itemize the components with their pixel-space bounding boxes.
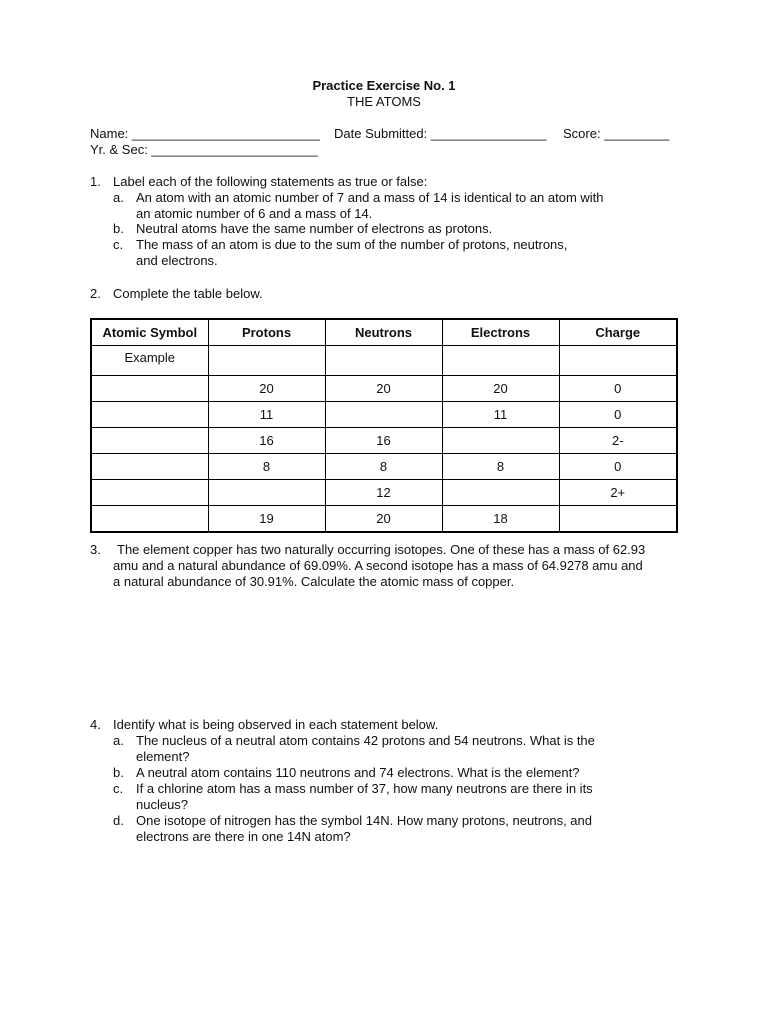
table-cell[interactable]	[442, 480, 559, 506]
table-cell[interactable]	[91, 480, 208, 506]
table-row	[91, 346, 677, 376]
table-cell: 16	[208, 428, 325, 454]
table-row	[91, 428, 677, 454]
q4-item-b-letter: b.	[113, 765, 124, 780]
table-cell: 2-	[559, 428, 677, 454]
table-cell: 11	[442, 402, 559, 428]
table-cell[interactable]	[208, 346, 325, 376]
table-cell[interactable]	[325, 402, 442, 428]
atoms-table	[90, 318, 678, 533]
table-cell: 19	[208, 506, 325, 533]
table-cell: 8	[442, 454, 559, 480]
table-cell[interactable]	[442, 428, 559, 454]
table-cell: 8	[208, 454, 325, 480]
table-cell[interactable]	[325, 346, 442, 376]
table-cell: 0	[559, 454, 677, 480]
table-cell[interactable]	[208, 480, 325, 506]
table-cell: 0	[559, 402, 677, 428]
header-protons: Protons	[208, 319, 325, 346]
table-cell[interactable]	[559, 506, 677, 533]
table-row	[91, 506, 677, 533]
q1-item-a-letter: a.	[113, 190, 124, 205]
table-cell: Example	[91, 346, 208, 376]
q3-line2: amu and a natural abundance of 69.09%. A second isotope has a mass of 64.9278 amu and	[113, 558, 643, 573]
q4-item-c-line1: If a chlorine atom has a mass number of 37, how many neutrons are there in its	[136, 781, 593, 796]
table-cell: 16	[325, 428, 442, 454]
q1-item-a-line2: an atomic number of 6 and a mass of 14.	[136, 206, 373, 221]
header-neutrons: Neutrons	[325, 319, 442, 346]
q1-number: 1.	[90, 174, 101, 189]
q1-item-a-line1: An atom with an atomic number of 7 and a mass of 14 is identical to an atom with	[136, 190, 604, 205]
date-submitted-field[interactable]: Date Submitted: ________________	[334, 126, 547, 141]
table-cell: 0	[559, 376, 677, 402]
q3-line1: The element copper has two naturally occurring isotopes. One of these has a mass of 62.93	[117, 542, 646, 557]
q4-item-d-line2: electrons are there in one 14N atom?	[136, 829, 351, 844]
table-cell[interactable]	[91, 376, 208, 402]
table-cell: 18	[442, 506, 559, 533]
table-cell[interactable]	[91, 454, 208, 480]
q4-item-d-line1: One isotope of nitrogen has the symbol 14N. How many protons, neutrons, and	[136, 813, 592, 828]
q4-item-a-line2: element?	[136, 749, 190, 764]
q1-prompt: Label each of the following statements as true or false:	[113, 174, 428, 189]
table-cell: 12	[325, 480, 442, 506]
table-cell: 20	[442, 376, 559, 402]
page-title: Practice Exercise No. 1	[312, 78, 456, 93]
header-atomic-symbol: Atomic Symbol	[91, 319, 208, 346]
table-cell[interactable]	[91, 402, 208, 428]
q4-prompt: Identify what is being observed in each statement below.	[113, 717, 439, 732]
table-cell: 8	[325, 454, 442, 480]
q1-item-c-line2: and electrons.	[136, 253, 218, 268]
table-row	[91, 402, 677, 428]
q4-item-c-letter: c.	[113, 781, 124, 796]
q4-item-a-line1: The nucleus of a neutral atom contains 42 protons and 54 neutrons. What is the	[136, 733, 595, 748]
table-cell: 20	[325, 376, 442, 402]
q4-item-c-line2: nucleus?	[136, 797, 189, 812]
q1-item-b-letter: b.	[113, 221, 124, 236]
name-field[interactable]: Name: __________________________	[90, 126, 320, 141]
table-cell[interactable]	[559, 346, 677, 376]
table-cell: 20	[325, 506, 442, 533]
q4-item-b-line1: A neutral atom contains 110 neutrons and 74 electrons. What is the element?	[136, 765, 580, 780]
table-row	[91, 454, 677, 480]
table-cell[interactable]	[442, 346, 559, 376]
q4-item-a-letter: a.	[113, 733, 124, 748]
q1-item-c-letter: c.	[113, 237, 124, 252]
table-header-row	[91, 319, 677, 346]
header-electrons: Electrons	[442, 319, 559, 346]
table-row	[91, 376, 677, 402]
header-charge: Charge	[559, 319, 677, 346]
table-cell: 11	[208, 402, 325, 428]
table-cell: 2+	[559, 480, 677, 506]
q2-prompt: Complete the table below.	[113, 286, 263, 301]
q2-number: 2.	[90, 286, 101, 301]
q3-number: 3.	[90, 542, 101, 557]
table-cell: 20	[208, 376, 325, 402]
table-row	[91, 480, 677, 506]
table-cell[interactable]	[91, 506, 208, 533]
score-field[interactable]: Score: _________	[563, 126, 670, 141]
q4-item-d-letter: d.	[113, 813, 124, 828]
q3-line3: a natural abundance of 30.91%. Calculate the atomic mass of copper.	[113, 574, 515, 589]
q1-item-c-line1: The mass of an atom is due to the sum of the number of protons, neutrons,	[136, 237, 568, 252]
q4-number: 4.	[90, 717, 101, 732]
table-cell[interactable]	[91, 428, 208, 454]
page-subtitle: THE ATOMS	[347, 94, 421, 109]
year-section-field[interactable]: Yr. & Sec: _______________________	[90, 142, 318, 157]
q1-item-b-line1: Neutral atoms have the same number of electrons as protons.	[136, 221, 493, 236]
